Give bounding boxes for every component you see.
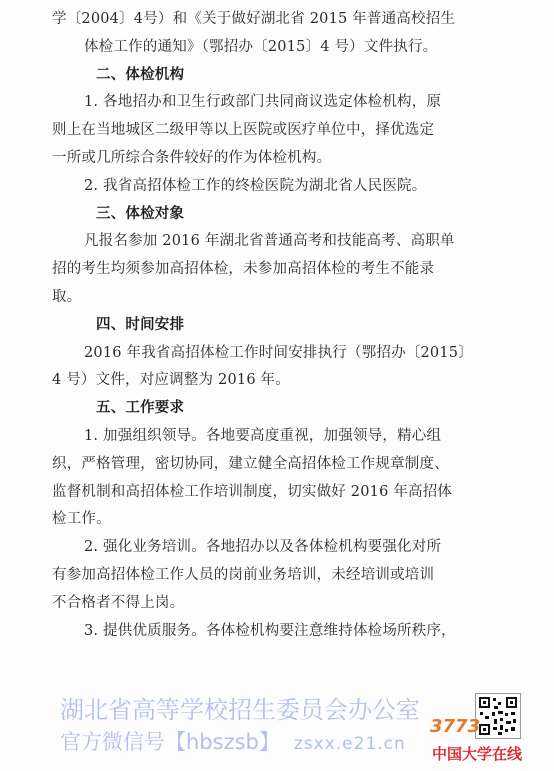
qr-code-icon [475, 693, 521, 739]
section-heading-institution: 二、体检机构 [96, 66, 185, 83]
text-line: 凡报名参加 2016 年湖北省普通高考和技能高考、高职单 [84, 233, 455, 250]
text-line: 则上在当地城区二级甲等以上医院或医疗单位中，择优选定 [52, 122, 435, 139]
text-line: 取。 [52, 288, 82, 305]
text-line: 1. 加强组织领导。各地要高度重视，加强领导，精心组 [84, 427, 442, 444]
text-line: 4 号）文件，对应调整为 2016 年。 [52, 372, 290, 389]
section-heading-targets: 三、体检对象 [96, 205, 185, 222]
watermark-line-1: 湖北省高等学校招生委员会办公室 [60, 696, 420, 724]
text-line: 学〔2004〕4号）和《关于做好湖北省 2015 年普通高校招生 [52, 11, 456, 27]
text-line: 1. 各地招办和卫生行政部门共同商议选定体检机构，原 [84, 94, 442, 111]
text-line: 招的考生均须参加高招体检，未参加高招体检的考生不能录 [52, 261, 435, 278]
section-heading-requirements: 五、工作要求 [96, 400, 185, 417]
text-line: 监督机制和高招体检工作培训制度，切实做好 2016 年高招体 [52, 483, 453, 500]
text-line: 2016 年我省高招体检工作时间安排执行（鄂招办〔2015〕 [84, 344, 473, 361]
watermark-line-2 [60, 726, 480, 760]
watermark-url: zsxx.e21.cn [293, 734, 406, 754]
text-line: 2. 我省高招体检工作的终检医院为湖北省人民医院。 [84, 177, 427, 194]
brand-logo-number: 3773 [430, 716, 481, 737]
text-line: 一所或几所综合条件较好的作为体检机构。 [52, 149, 332, 166]
text-line: 有参加高招体检工作人员的岗前业务培训，未经培训或培训 [52, 566, 435, 583]
text-line: 3. 提供优质服务。各体检机构要注意维持体检场所秩序， [84, 622, 456, 639]
watermark [60, 694, 480, 760]
section-heading-schedule: 四、时间安排 [96, 316, 185, 333]
text-line: 检工作。 [52, 511, 111, 528]
text-line: 织，严格管理，密切协同，建立健全高招体检工作规章制度、 [52, 455, 449, 472]
text-line: 2. 强化业务培训。各地招办以及各体检机构要强化对所 [84, 539, 442, 556]
text-line: 不合格者不得上岗。 [52, 594, 185, 611]
brand-logo-text: 中国大学在线 [432, 745, 523, 763]
document-body [52, 6, 510, 645]
text-line: 体检工作的通知》（鄂招办〔2015〕4 号）文件执行。 [84, 38, 438, 55]
watermark-wechat: 官方微信号【hbszsb】 [60, 730, 280, 754]
